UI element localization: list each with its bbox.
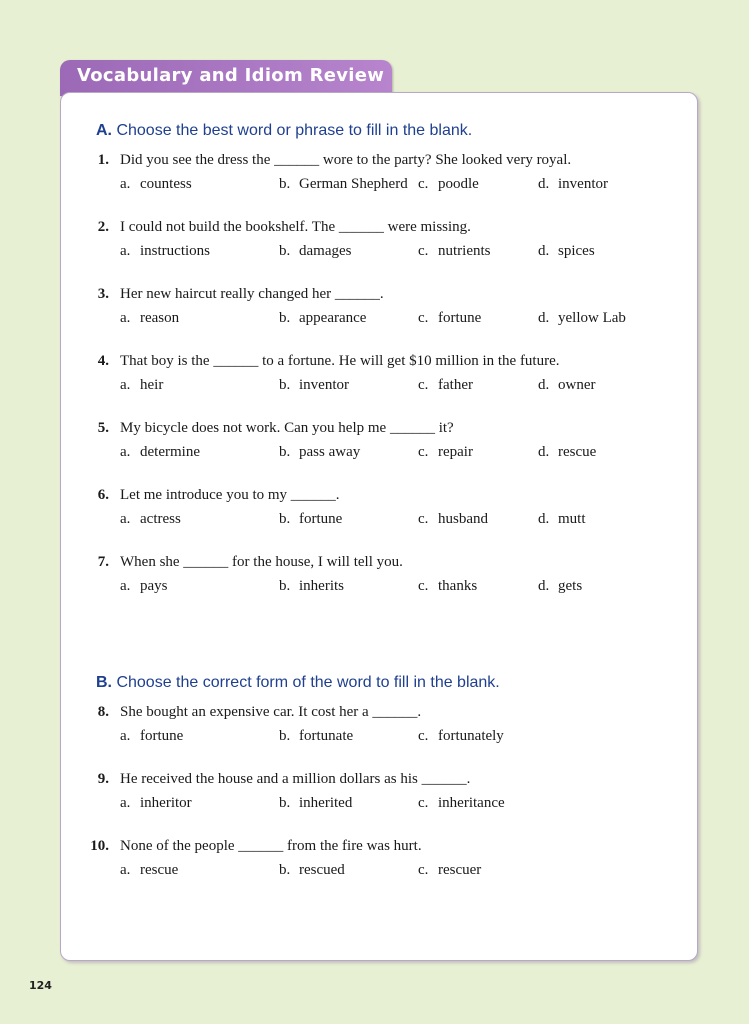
option-c[interactable]: c. fortunately — [418, 728, 504, 744]
section-a-instruction: Choose the best word or phrase to fill in the blank. — [116, 122, 473, 139]
option-c[interactable]: c. husband — [418, 511, 488, 527]
option-c[interactable]: c. fortune — [418, 310, 482, 326]
question-9 — [61, 771, 697, 819]
page-title: Vocabulary and Idiom Review — [77, 65, 385, 86]
option-a[interactable]: a. determine — [120, 444, 200, 460]
option-b[interactable]: b. pass away — [279, 444, 361, 460]
option-a[interactable]: a. instructions — [120, 243, 210, 259]
option-b[interactable]: b. rescued — [279, 862, 345, 878]
section-a-heading — [96, 122, 472, 140]
question-text: Her new haircut really changed her ______. — [120, 286, 384, 302]
option-b[interactable]: b. damages — [279, 243, 352, 259]
option-b[interactable]: b. inherits — [279, 578, 344, 594]
option-a[interactable]: a. inheritor — [120, 795, 192, 811]
question-text: That boy is the ______ to a fortune. He will get $10 million in the future. — [120, 353, 560, 369]
option-d[interactable]: d. rescue — [538, 444, 597, 460]
question-1 — [61, 152, 697, 200]
option-a[interactable]: a. pays — [120, 578, 168, 594]
option-a[interactable]: a. heir — [120, 377, 164, 393]
question-number: 7. — [97, 554, 109, 570]
option-b[interactable]: b. inherited — [279, 795, 353, 811]
question-text: He received the house and a million dollars as his ______. — [120, 771, 471, 787]
option-d[interactable]: d. inventor — [538, 176, 608, 192]
worksheet-card — [60, 92, 698, 961]
option-a[interactable]: a. reason — [120, 310, 180, 326]
question-text: None of the people ______ from the fire was hurt. — [120, 838, 422, 854]
section-b-letter: B. — [96, 674, 112, 691]
option-c[interactable]: c. inheritance — [418, 795, 505, 811]
question-2 — [61, 219, 697, 267]
question-text: She bought an expensive car. It cost her a ______. — [120, 704, 422, 720]
option-a[interactable]: a. actress — [120, 511, 181, 527]
section-title-tab — [60, 60, 392, 96]
option-a[interactable]: a. fortune — [120, 728, 184, 744]
question-number: 3. — [97, 286, 109, 302]
option-a[interactable]: a. countess — [120, 176, 192, 192]
question-text: Did you see the dress the ______ wore to the party? She looked very royal. — [120, 152, 572, 168]
option-b[interactable]: b. appearance — [279, 310, 367, 326]
section-a-letter: A. — [96, 122, 112, 139]
question-5 — [61, 420, 697, 468]
question-text: Let me introduce you to my ______. — [120, 487, 340, 503]
section-b-instruction: Choose the correct form of the word to fill in the blank. — [116, 674, 500, 691]
option-c[interactable]: c. rescuer — [418, 862, 482, 878]
question-number: 9. — [97, 771, 109, 787]
question-text: I could not build the bookshelf. The ______ were missing. — [120, 219, 471, 235]
option-d[interactable]: d. spices — [538, 243, 595, 259]
option-c[interactable]: c. poodle — [418, 176, 479, 192]
question-4 — [61, 353, 697, 401]
question-number: 6. — [97, 487, 109, 503]
section-b-heading — [96, 674, 500, 692]
question-number: 8. — [97, 704, 109, 720]
question-text: When she ______ for the house, I will tell you. — [120, 554, 403, 570]
option-c[interactable]: c. thanks — [418, 578, 478, 594]
question-number: 5. — [97, 420, 109, 436]
option-b[interactable]: b. German Shepherd — [279, 176, 408, 192]
question-3 — [61, 286, 697, 334]
question-8 — [61, 704, 697, 752]
option-c[interactable]: c. father — [418, 377, 473, 393]
question-number: 10. — [90, 838, 109, 854]
option-d[interactable]: d. yellow Lab — [538, 310, 626, 326]
question-number: 1. — [97, 152, 109, 168]
question-7 — [61, 554, 697, 602]
option-b[interactable]: b. fortunate — [279, 728, 354, 744]
question-number: 2. — [97, 219, 109, 235]
question-6 — [61, 487, 697, 535]
option-a[interactable]: a. rescue — [120, 862, 179, 878]
option-d[interactable]: d. mutt — [538, 511, 586, 527]
question-10 — [61, 838, 697, 886]
question-text: My bicycle does not work. Can you help me ______ it? — [120, 420, 454, 436]
option-d[interactable]: d. owner — [538, 377, 596, 393]
page-number: 124 — [29, 979, 52, 992]
option-c[interactable]: c. nutrients — [418, 243, 491, 259]
option-d[interactable]: d. gets — [538, 578, 583, 594]
question-number: 4. — [97, 353, 109, 369]
option-c[interactable]: c. repair — [418, 444, 473, 460]
option-b[interactable]: b. inventor — [279, 377, 349, 393]
option-b[interactable]: b. fortune — [279, 511, 343, 527]
